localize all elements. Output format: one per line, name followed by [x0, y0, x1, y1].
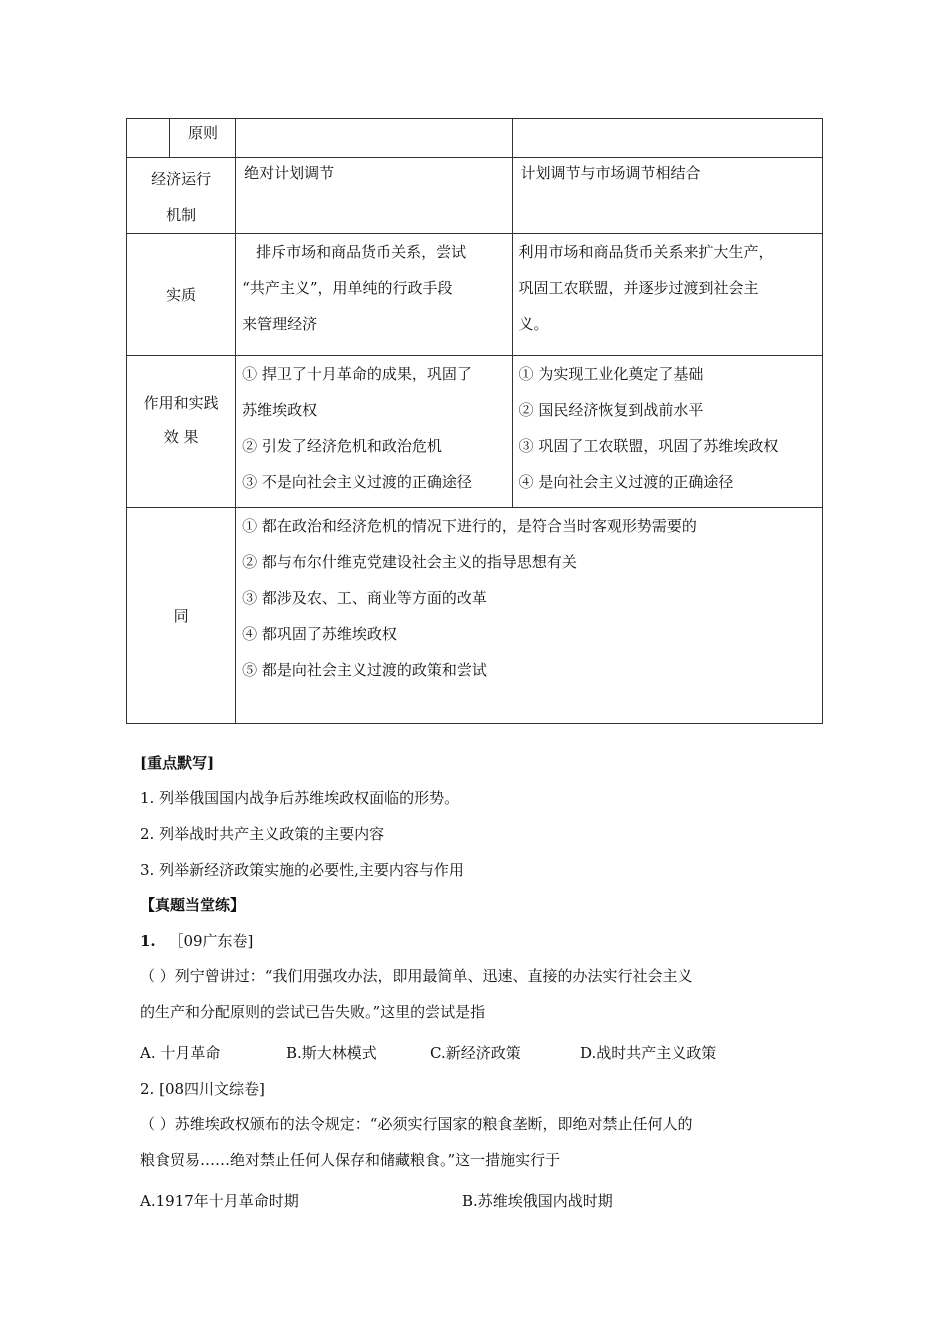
principle-label: 原则 — [188, 124, 219, 142]
memorize-item: 1. 列举俄国国内战争后苏维埃政权面临的形势。 — [140, 789, 460, 807]
option-d[interactable]: D.战时共产主义政策 — [580, 1044, 717, 1062]
effect-label-line: 效 果 — [163, 428, 199, 446]
question-number: 1. — [140, 932, 156, 950]
comparison-table — [126, 118, 823, 724]
mechanism-label-cell — [127, 158, 236, 234]
question-stem-line: 的生产和分配原则的尝试已告失败。”这里的尝试是指 — [140, 1003, 486, 1021]
option-b[interactable]: B.苏维埃俄国内战时期 — [462, 1192, 613, 1210]
same-line: ② 都与布尔什维克党建设社会主义的指导思想有关 — [242, 553, 577, 571]
principle-label-cell — [127, 119, 236, 158]
mechanism-col1: 绝对计划调节 — [236, 158, 512, 234]
essence-col2-line: 巩固工农联盟，并逐步过渡到社会主 — [518, 279, 759, 297]
mechanism-label-line: 机制 — [166, 206, 197, 224]
question-1-options — [140, 1042, 820, 1068]
effect-col1-line: ③ 不是向社会主义过渡的正确途径 — [242, 473, 472, 491]
essence-col1-line: 来管理经济 — [242, 315, 318, 333]
question-2-options — [140, 1190, 820, 1216]
essence-col1-line: 排斥市场和商品货币关系，尝试 — [256, 243, 467, 261]
memorize-item: 2. 列举战时共产主义政策的主要内容 — [140, 825, 385, 843]
mechanism-col2: 计划调节与市场调节相结合 — [512, 158, 822, 234]
principle-col2 — [512, 119, 822, 158]
same-line: ① 都在政治和经济危机的情况下进行的，是符合当时客观形势需要的 — [242, 517, 697, 535]
effect-label-line: 作用和实践 — [143, 394, 219, 412]
table-row-same — [127, 508, 823, 724]
essence-label-cell — [127, 234, 236, 356]
section-title-memorize: [重点默写] — [140, 754, 215, 772]
essence-col1 — [236, 234, 512, 356]
essence-col1-line: “共产主义”，用单纯的行政手段 — [242, 279, 453, 297]
table-row-mechanism — [127, 158, 823, 234]
option-a[interactable]: A. 十月革命 — [140, 1044, 221, 1062]
effect-label-cell — [127, 356, 236, 508]
table-row-principle — [127, 119, 823, 158]
table-row-essence — [127, 234, 823, 356]
question-stem-line: 粮食贸易……绝对禁止任何人保存和储藏粮食。”这一措施实行于 — [140, 1151, 561, 1169]
effect-col2-line: ① 为实现工业化奠定了基础 — [518, 365, 704, 383]
question-stem-line: （ ）列宁曾讲过：“我们用强攻办法，即用最简单、迅速、直接的办法实行社会主义 — [140, 967, 693, 985]
table-row-effect — [127, 356, 823, 508]
question-number: 2. — [140, 1080, 155, 1098]
same-line: ③ 都涉及农、工、商业等方面的改革 — [242, 589, 487, 607]
memorize-item: 3. 列举新经济政策实施的必要性,主要内容与作用 — [140, 861, 464, 879]
effect-col1-line: 苏维埃政权 — [242, 401, 318, 419]
essence-col2 — [512, 234, 822, 356]
same-line: ⑤ 都是向社会主义过渡的政策和尝试 — [242, 661, 487, 679]
question-stem-line: （ ）苏维埃政权颁布的法令规定：“必须实行国家的粮食垄断，即绝对禁止任何人的 — [140, 1115, 693, 1133]
same-label-cell — [127, 508, 236, 724]
effect-col1 — [236, 356, 512, 508]
same-content — [236, 508, 823, 724]
option-b[interactable]: B.斯大林模式 — [286, 1044, 377, 1062]
essence-col2-line: 利用市场和商品货币关系来扩大生产， — [518, 243, 774, 261]
mechanism-label-line: 经济运行 — [151, 170, 212, 188]
effect-col2-line: ② 国民经济恢复到战前水平 — [518, 401, 704, 419]
same-line: ④ 都巩固了苏维埃政权 — [242, 625, 397, 643]
effect-col2-line: ③ 巩固了工农联盟，巩固了苏维埃政权 — [518, 437, 779, 455]
effect-col1-line: ② 引发了经济危机和政治危机 — [242, 437, 442, 455]
principle-col1 — [236, 119, 512, 158]
option-c[interactable]: C.新经济政策 — [430, 1044, 521, 1062]
question-1-header — [140, 930, 253, 951]
essence-label: 实质 — [166, 286, 197, 304]
question-2-header — [140, 1078, 265, 1099]
option-a[interactable]: A.1917年十月革命时期 — [140, 1192, 299, 1210]
effect-col2 — [512, 356, 822, 508]
question-source: ［09广东卷] — [168, 932, 254, 950]
question-2-stem — [140, 1106, 820, 1178]
effect-col2-line: ④ 是向社会主义过渡的正确途径 — [518, 473, 734, 491]
essence-col2-line: 义。 — [518, 315, 549, 333]
effect-col1-line: ① 捍卫了十月革命的成果，巩固了 — [242, 365, 472, 383]
question-source: [08四川文综卷] — [159, 1080, 265, 1098]
same-label: 同 — [173, 607, 189, 625]
question-1-stem — [140, 958, 820, 1030]
section-title-practice: 【真题当堂练】 — [140, 896, 246, 914]
